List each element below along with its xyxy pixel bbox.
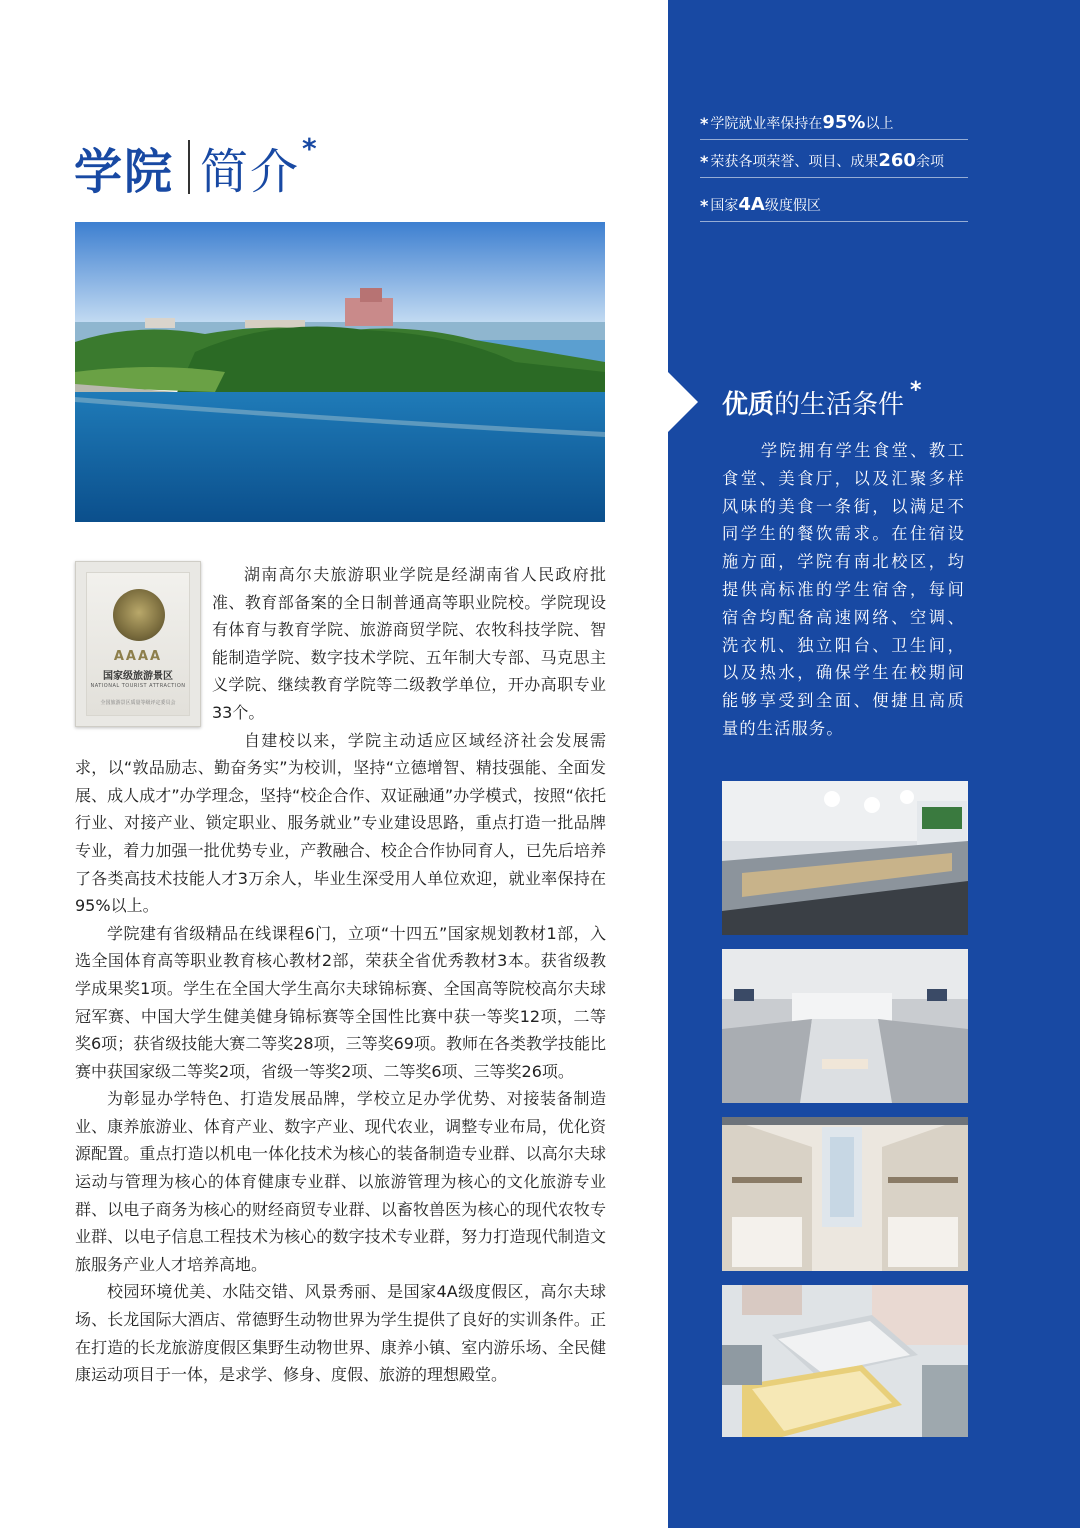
intro-body [75,561,606,1389]
title-star: * [302,132,317,165]
stat-star: * [700,114,709,133]
title-divider [188,140,190,194]
intro-paragraph: 为彰显办学特色、打造发展品牌，学校立足办学优势、对接装备制造业、康养旅游业、体育产业、数字产业、现代农业，调整专业布局，优化资源配置。重点打造以机电一体化技术为核心的装备制造专业群、以高尔夫球运动与管理为核心的体育健康专业群、以旅游管理为核心的文化旅游专业群、以电子商务为核心的财经商贸专业群、以畜牧兽医为核心的现代农牧专业群、以电子信息工程技术为核心的数字技术专业群，努力打造现代制造文旅服务产业人才培养高地。 [75,1089,606,1274]
stat-suffix: 级度假区 [764,198,821,214]
stat-suffix: 以上 [865,116,894,132]
plaque-subtitle: NATIONAL TOURIST ATTRACTION [90,683,186,689]
stat-prefix: 荣获各项荣誉、项目、成果 [710,154,879,170]
title-part2: 简介 [200,143,301,200]
campus-aerial-snow-photo [722,1285,968,1437]
stat-suffix: 余项 [915,154,944,170]
stats-list [700,108,968,222]
life-title-bold: 优质 [722,390,775,420]
panel-notch [668,372,698,432]
stat-prefix: 学院就业率保持在 [710,116,823,132]
stat-number: 4A [738,194,765,215]
intro-paragraph: 湖南高尔夫旅游职业学院是经湖南省人民政府批准、教育部备案的全日制普通高等职业院校。学院现设有体育与教育学院、旅游商贸学院、农牧科技学院、智能制造学院、数字技术学院、五年制大专部、马克思主义学院、继续教育学院等二级教学单位，开办高职专业33个。 [212,565,606,722]
plaque-stars: AAAA [113,649,163,664]
life-section-title [722,378,922,421]
stat-honors [700,140,968,178]
intro-paragraph: 校园环境优美、水陆交错、风景秀丽、是国家4A级度假区，高尔夫球场、长龙国际大酒店、常德野生动物世界为学生提供了良好的实训条件。正在打造的长龙旅游度假区集野生动物世界、康养小镇、室内游乐场、全民健康运动项目于一体，是求学、修身、度假、旅游的理想殿堂。 [75,1282,606,1385]
page-title [74,132,317,202]
stat-4a-resort [700,178,968,222]
life-description: 学院拥有学生食堂、教工食堂、美食厅，以及汇聚多样风味的美食一条街，以满足不同学生的餐饮需求。在住宿设施方面，学院有南北校区，均提供高标准的学生宿舍，每间宿舍均配备高速网络、空调、洗衣机、独立阳台、卫生间，以及热水，确保学生在校期间能够享受到全面、便捷且高质量的生活服务。 [722,441,965,738]
cafeteria-counter-photo [722,781,968,935]
stat-star: * [700,152,709,171]
stat-employment-rate [700,108,968,140]
campus-lake-photo [75,222,605,522]
intro-paragraph: 自建校以来，学院主动适应区域经济社会发展需求，以“敦品励志、勤奋务实”为校训，坚持“立德增智、精技强能、全面发展、成人成才”办学理念，坚持“校企合作、双证融通”办学模式，按照“依托行业、对接产业、锁定职业、服务就业”专业建设思路，重点打造一批品牌专业，着力加强一批优势专业，产教融合、校企合作协同育人，已先后培养了各类高技术技能人才3万余人，毕业生深受用人单位欢迎，就业率保持在95%以上。 [75,730,606,916]
life-title-rest: 的生活条件 [774,390,905,420]
stat-prefix: 国家 [710,198,739,214]
stat-number: 260 [878,150,916,171]
dormitory-photo [722,1117,968,1271]
plaque-title: 国家级旅游景区 [103,671,173,682]
title-part1: 学院 [74,143,175,200]
life-title-star: * [910,378,922,403]
dining-hall-photo [722,949,968,1103]
plaque-footer: 全国旅游景区质量等级评定委员会 [100,700,176,706]
intro-paragraph: 学院建有省级精品在线课程6门，立项“十四五”国家规划教材1部，入选全国体育高等职业教育核心教材2部，荣获全省优秀教材3本。获省级教学成果奖1项。学生在全国大学生高尔夫球锦标赛、全国高等院校高尔夫球冠军赛、中国大学生健美健身锦标赛等全国性比赛中获一等奖12项，二等奖6项；获省级技能大赛二等奖28项，三等奖69项。教师在各类教学技能比赛中获国家级二等奖2项，省级一等奖2项、二等奖6项、三等奖26项。 [75,923,606,1081]
stat-number: 95% [822,112,866,133]
stat-star: * [700,196,709,215]
